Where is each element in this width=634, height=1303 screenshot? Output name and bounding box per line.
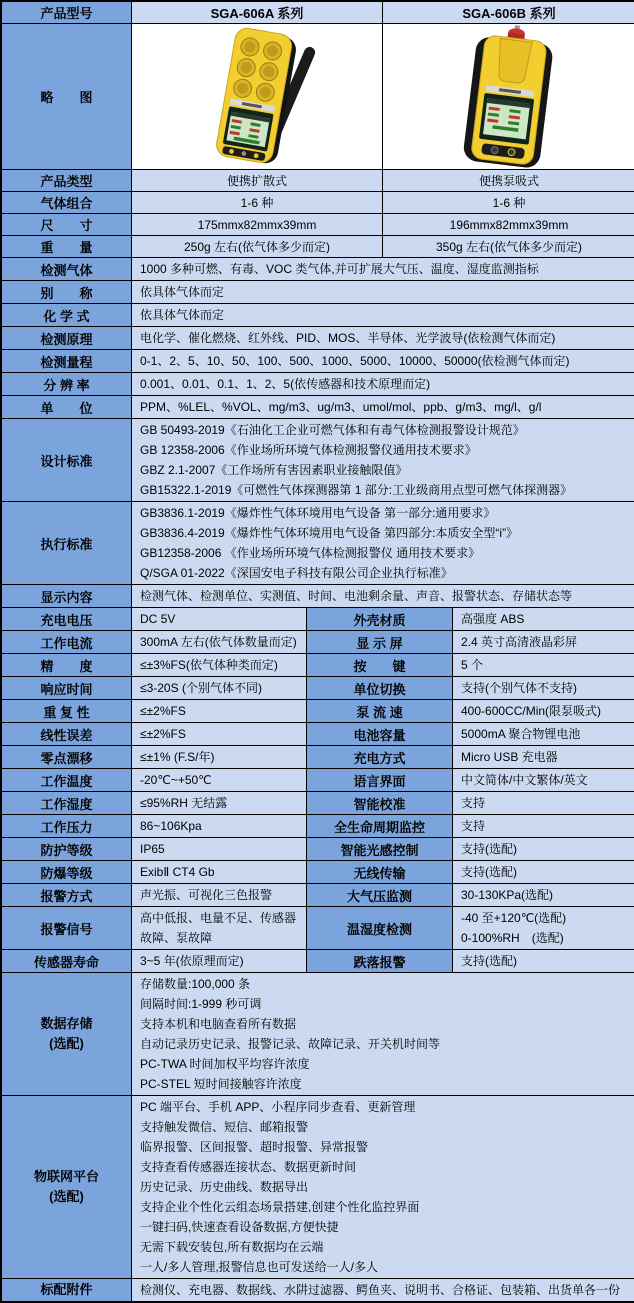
table-row xyxy=(2,585,634,608)
cell-line: ≤95%RH 无结露 xyxy=(140,793,298,813)
cell-line: Micro USB 充电器 xyxy=(461,747,627,767)
spec-label-cell: 智能校准 xyxy=(307,792,453,815)
spec-table-bottom xyxy=(1,607,634,1302)
spec-label-cell: 充电电压 xyxy=(2,608,132,631)
cell-line: 临界报警、区间报警、超时报警、异常报警 xyxy=(140,1137,627,1157)
spec-value-cell xyxy=(453,769,634,792)
spec-value-cell xyxy=(132,884,307,907)
cell-line: 支持 xyxy=(461,793,627,813)
cell-line: IP65 xyxy=(140,839,298,859)
spec-value-cell xyxy=(132,950,307,973)
cell-line: GB12358-2006 《作业场所环境气体检测报警仪 通用技术要求》 xyxy=(140,543,627,563)
spec-value-cell: 便携泵吸式 xyxy=(383,170,634,192)
table-row xyxy=(2,373,634,396)
cell-line: 检测仪、充电器、数据线、水阱过滤器、鳄鱼夹、说明书、合格证、包装箱、出货单各一份 xyxy=(140,1280,627,1300)
spec-value-cell xyxy=(132,585,634,608)
spec-value-cell xyxy=(453,654,634,677)
cell-line: 支持触发微信、短信、邮箱报警 xyxy=(140,1117,627,1137)
cell-line: 自动记录历史记录、报警记录、故障记录、开关机时间等 xyxy=(140,1034,627,1054)
cell-line: 30-130KPa(选配) xyxy=(461,885,627,905)
spec-label-cell xyxy=(2,1279,132,1302)
spec-value-cell xyxy=(132,502,634,585)
spec-value-cell xyxy=(453,792,634,815)
spec-label-cell: 线性误差 xyxy=(2,723,132,746)
spec-value-cell xyxy=(453,884,634,907)
cell-line: 3~5 年(依原理而定) xyxy=(140,951,298,971)
spec-label-cell: 产品型号 xyxy=(2,2,132,24)
device-a-body xyxy=(215,26,319,168)
spec-label-cell: 分 辨 率 xyxy=(2,373,132,396)
cell-line: (选配) xyxy=(4,1034,129,1054)
cell-line: 存储数量:100,000 条 xyxy=(140,974,627,994)
spec-value-cell xyxy=(132,373,634,396)
cell-line: 支持(选配) xyxy=(461,862,627,882)
table-row xyxy=(2,2,634,24)
spec-table-top xyxy=(1,1,634,608)
spec-value-cell xyxy=(132,608,307,631)
cell-line: (选配) xyxy=(4,1187,129,1207)
spec-label-cell: 智能光感控制 xyxy=(307,838,453,861)
spec-value-cell xyxy=(453,723,634,746)
table-row xyxy=(2,24,634,170)
table-row xyxy=(2,861,634,884)
cell-line: GBZ 2.1-2007《工作场所有害因素职业接触限值》 xyxy=(140,460,627,480)
spec-label-cell: 充电方式 xyxy=(307,746,453,769)
keypad-button xyxy=(508,148,516,156)
device-a-image xyxy=(133,25,381,169)
spec-value-cell xyxy=(132,419,634,502)
spec-label-cell: 工作电流 xyxy=(2,631,132,654)
cell-line: 检测气体、检测单位、实测值、时间、电池剩余量、声音、报警状态、存储状态等 xyxy=(140,586,627,606)
table-row xyxy=(2,723,634,746)
keypad-button xyxy=(491,146,499,154)
cell-line: 一键扫码,快速查看设备数据,方便快捷 xyxy=(140,1217,627,1237)
table-row xyxy=(2,419,634,502)
spec-value-cell xyxy=(132,281,634,304)
cell-line: ≤±3%FS(依气体种类而定) xyxy=(140,655,298,675)
spec-value-cell xyxy=(453,950,634,973)
device-b-body xyxy=(462,25,555,169)
spec-value-cell xyxy=(453,700,634,723)
cell-line: GB3836.1-2019《爆炸性气体环境用电气设备 第一部分:通用要求》 xyxy=(140,503,627,523)
table-row xyxy=(2,1279,634,1302)
cell-line: -20℃~+50℃ xyxy=(140,770,298,790)
spec-label-cell: 跌落报警 xyxy=(307,950,453,973)
cell-line: 1000 多种可燃、有毒、VOC 类气体,并可扩展大气压、温度、湿度监测指标 xyxy=(140,259,627,279)
cell-line: GB3836.4-2019《爆炸性气体环境用电气设备 第四部分:本质安全型“i”》 xyxy=(140,523,627,543)
spec-value-cell xyxy=(132,838,307,861)
table-row xyxy=(2,815,634,838)
cell-line: 支持(个别气体不支持) xyxy=(461,678,627,698)
cell-line: 电化学、催化燃烧、红外线、PID、MOS、半导体、光学波导(依检测气体而定) xyxy=(140,328,627,348)
table-row xyxy=(2,950,634,973)
spec-label-cell: 温湿度检测 xyxy=(307,907,453,950)
spec-value-cell xyxy=(132,700,307,723)
spec-label-cell: 工作压力 xyxy=(2,815,132,838)
spec-value-cell xyxy=(132,327,634,350)
spec-label-cell: 防爆等级 xyxy=(2,861,132,884)
spec-label-cell: 零点漂移 xyxy=(2,746,132,769)
table-row xyxy=(2,170,634,192)
cell-line: 高中低报、电量不足、传感器故障、泵故障 xyxy=(140,908,298,948)
table-row xyxy=(2,700,634,723)
cell-line: 数据存储 xyxy=(4,1014,129,1034)
spec-value-cell: 1-6 种 xyxy=(383,192,634,214)
cell-line: PPM、%LEL、%VOL、mg/m3、ug/m3、umol/mol、ppb、g/m3、mg/l、g/l xyxy=(140,397,627,417)
spec-value-cell: SGA-606B 系列 xyxy=(383,2,634,24)
spec-label-cell: 响应时间 xyxy=(2,677,132,700)
cell-line: 间隔时间:1-999 秒可调 xyxy=(140,994,627,1014)
table-row xyxy=(2,654,634,677)
spec-label-cell: 检测气体 xyxy=(2,258,132,281)
spec-value-cell xyxy=(132,631,307,654)
cell-line: 支持(选配) xyxy=(461,951,627,971)
spec-label-cell: 按 键 xyxy=(307,654,453,677)
table-row xyxy=(2,608,634,631)
spec-value-cell xyxy=(132,654,307,677)
spec-label-cell: 尺 寸 xyxy=(2,214,132,236)
device-image-cell xyxy=(132,24,383,170)
cell-line: 物联网平台 xyxy=(4,1167,129,1187)
cell-line: 无需下载安装包,所有数据均在云端 xyxy=(140,1237,627,1257)
device-image-cell xyxy=(383,24,634,170)
cell-line: ≤±1% (F.S/年) xyxy=(140,747,298,767)
cell-line: 支持本机和电脑查看所有数据 xyxy=(140,1014,627,1034)
spec-value-cell xyxy=(132,396,634,419)
table-row xyxy=(2,907,634,950)
table-row xyxy=(2,631,634,654)
spec-label-cell: 执行标准 xyxy=(2,502,132,585)
cell-line: 86~106Kpa xyxy=(140,816,298,836)
spec-value-cell xyxy=(132,861,307,884)
spec-value-cell: 196mmx82mmx39mm xyxy=(383,214,634,236)
spec-label-cell: 气体组合 xyxy=(2,192,132,214)
spec-value-cell xyxy=(132,973,634,1096)
spec-label-cell: 报警方式 xyxy=(2,884,132,907)
cell-line: 0-100%RH (选配) xyxy=(461,928,627,948)
table-row xyxy=(2,281,634,304)
spec-label-cell xyxy=(2,973,132,1096)
cell-line: -40 至+120℃(选配) xyxy=(461,908,627,928)
spec-value-cell xyxy=(132,350,634,373)
spec-label-cell: 传感器寿命 xyxy=(2,950,132,973)
spec-value-cell xyxy=(132,1279,634,1302)
cell-line: ≤±2%FS xyxy=(140,701,298,721)
cell-line: 5000mA 聚合物锂电池 xyxy=(461,724,627,744)
spec-label-cell: 检测量程 xyxy=(2,350,132,373)
spec-label-cell: 防护等级 xyxy=(2,838,132,861)
spec-label-cell: 重 量 xyxy=(2,236,132,258)
cell-line: 高强度 ABS xyxy=(461,609,627,629)
spec-value-cell: SGA-606A 系列 xyxy=(132,2,383,24)
cell-line: Q/SGA 01-2022《深国安电子科技有限公司企业执行标准》 xyxy=(140,563,627,583)
spec-value-cell: 175mmx82mmx39mm xyxy=(132,214,383,236)
cell-line: GB15322.1-2019《可燃性气体探测器第 1 部分:工业级商用点型可燃气体探测器》 xyxy=(140,480,627,500)
spec-value-cell: 350g 左右(依气体多少而定) xyxy=(383,236,634,258)
spec-label-cell: 别 称 xyxy=(2,281,132,304)
table-row xyxy=(2,214,634,236)
spec-label-cell: 显 示 屏 xyxy=(307,631,453,654)
spec-label-cell: 检测原理 xyxy=(2,327,132,350)
cell-line: 一人/多人管理,报警信息也可发送给一人/多人 xyxy=(140,1257,627,1277)
spec-value-cell xyxy=(132,723,307,746)
cell-line: PC-TWA 时间加权平均容许浓度 xyxy=(140,1054,627,1074)
spec-label-cell: 电池容量 xyxy=(307,723,453,746)
spec-label-cell: 无线传输 xyxy=(307,861,453,884)
spec-value-cell xyxy=(453,608,634,631)
cell-line: DC 5V xyxy=(140,609,298,629)
spec-label-cell xyxy=(2,1096,132,1279)
spec-value-cell xyxy=(132,815,307,838)
cell-line: 5 个 xyxy=(461,655,627,675)
spec-value-cell xyxy=(132,258,634,281)
spec-value-cell xyxy=(132,677,307,700)
spec-value-cell: 便携扩散式 xyxy=(132,170,383,192)
table-row xyxy=(2,838,634,861)
cell-line: 0.001、0.01、0.1、1、2、5(依传感器和技术原理而定) xyxy=(140,374,627,394)
table-row xyxy=(2,677,634,700)
spec-value-cell xyxy=(132,304,634,327)
spec-label-cell: 泵 流 速 xyxy=(307,700,453,723)
cell-line: ExibⅡ CT4 Gb xyxy=(140,862,298,882)
spec-value-cell xyxy=(453,861,634,884)
spec-label-cell: 单 位 xyxy=(2,396,132,419)
spec-value-cell xyxy=(453,631,634,654)
cell-line: 支持查看传感器连接状态、数据更新时间 xyxy=(140,1157,627,1177)
spec-value-cell xyxy=(453,838,634,861)
spec-value-cell: 1-6 种 xyxy=(132,192,383,214)
spec-value-cell xyxy=(132,769,307,792)
cell-line: 支持企业个性化云组态场景搭建,创建个性化监控界面 xyxy=(140,1197,627,1217)
table-row xyxy=(2,258,634,281)
cell-line: ≤±2%FS xyxy=(140,724,298,744)
cell-line: ≤3-20S (个别气体不同) xyxy=(140,678,298,698)
table-row xyxy=(2,792,634,815)
spec-label-cell: 大气压监测 xyxy=(307,884,453,907)
spec-label-cell: 语言界面 xyxy=(307,769,453,792)
spec-label-cell: 外壳材质 xyxy=(307,608,453,631)
table-row xyxy=(2,746,634,769)
spec-value-cell xyxy=(453,815,634,838)
table-row xyxy=(2,236,634,258)
cell-line: 支持 xyxy=(461,816,627,836)
cell-line: 300mA 左右(依气体数量而定) xyxy=(140,632,298,652)
spec-value-cell xyxy=(453,746,634,769)
table-row xyxy=(2,1096,634,1279)
spec-label-cell: 单位切换 xyxy=(307,677,453,700)
spec-label-cell: 略 图 xyxy=(2,24,132,170)
spec-label-cell: 产品类型 xyxy=(2,170,132,192)
spec-value-cell: 250g 左右(依气体多少而定) xyxy=(132,236,383,258)
table-row xyxy=(2,884,634,907)
device-b-image xyxy=(385,25,633,169)
spec-label-cell: 工作湿度 xyxy=(2,792,132,815)
spec-label-cell: 全生命周期监控 xyxy=(307,815,453,838)
spec-label-cell: 显示内容 xyxy=(2,585,132,608)
spec-label-cell: 工作温度 xyxy=(2,769,132,792)
table-row xyxy=(2,192,634,214)
cell-line: 历史记录、历史曲线、数据导出 xyxy=(140,1177,627,1197)
table-row xyxy=(2,502,634,585)
cell-line: PC-STEL 短时间接触容许浓度 xyxy=(140,1074,627,1094)
cell-line: 中文简体/中文繁体/英文 xyxy=(461,770,627,790)
cell-line: PC 端平台、手机 APP、小程序同步查看、更新管理 xyxy=(140,1097,627,1117)
spec-value-cell xyxy=(453,907,634,950)
spec-label-cell: 重 复 性 xyxy=(2,700,132,723)
cell-line: 2.4 英寸高清液晶彩屏 xyxy=(461,632,627,652)
table-row xyxy=(2,304,634,327)
table-row xyxy=(2,769,634,792)
cell-line: 0-1、2、5、10、50、100、500、1000、5000、10000、50000(依检测气体而定) xyxy=(140,351,627,371)
cell-line: GB 50493-2019《石油化工企业可燃气体和有毒气体检测报警设计规范》 xyxy=(140,420,627,440)
cell-line: 依具体气体而定 xyxy=(140,305,627,325)
spec-value-cell xyxy=(132,1096,634,1279)
cell-line: 支持(选配) xyxy=(461,839,627,859)
spec-value-cell xyxy=(453,677,634,700)
spec-value-cell xyxy=(132,907,307,950)
spec-label-cell: 化 学 式 xyxy=(2,304,132,327)
cell-line: 依具体气体而定 xyxy=(140,282,627,302)
spec-label-cell: 报警信号 xyxy=(2,907,132,950)
table-row xyxy=(2,396,634,419)
spec-value-cell xyxy=(132,746,307,769)
cell-line: 400-600CC/Min(限泵吸式) xyxy=(461,701,627,721)
spec-label-cell: 精 度 xyxy=(2,654,132,677)
table-row xyxy=(2,327,634,350)
spec-label-cell: 设计标准 xyxy=(2,419,132,502)
table-row xyxy=(2,973,634,1096)
cell-line: 声光振、可视化三色报警 xyxy=(140,885,298,905)
table-row xyxy=(2,350,634,373)
cell-line: GB 12358-2006《作业场所环境气体检测报警仪通用技术要求》 xyxy=(140,440,627,460)
spec-value-cell xyxy=(132,792,307,815)
cell-line: 标配附件 xyxy=(4,1280,129,1300)
